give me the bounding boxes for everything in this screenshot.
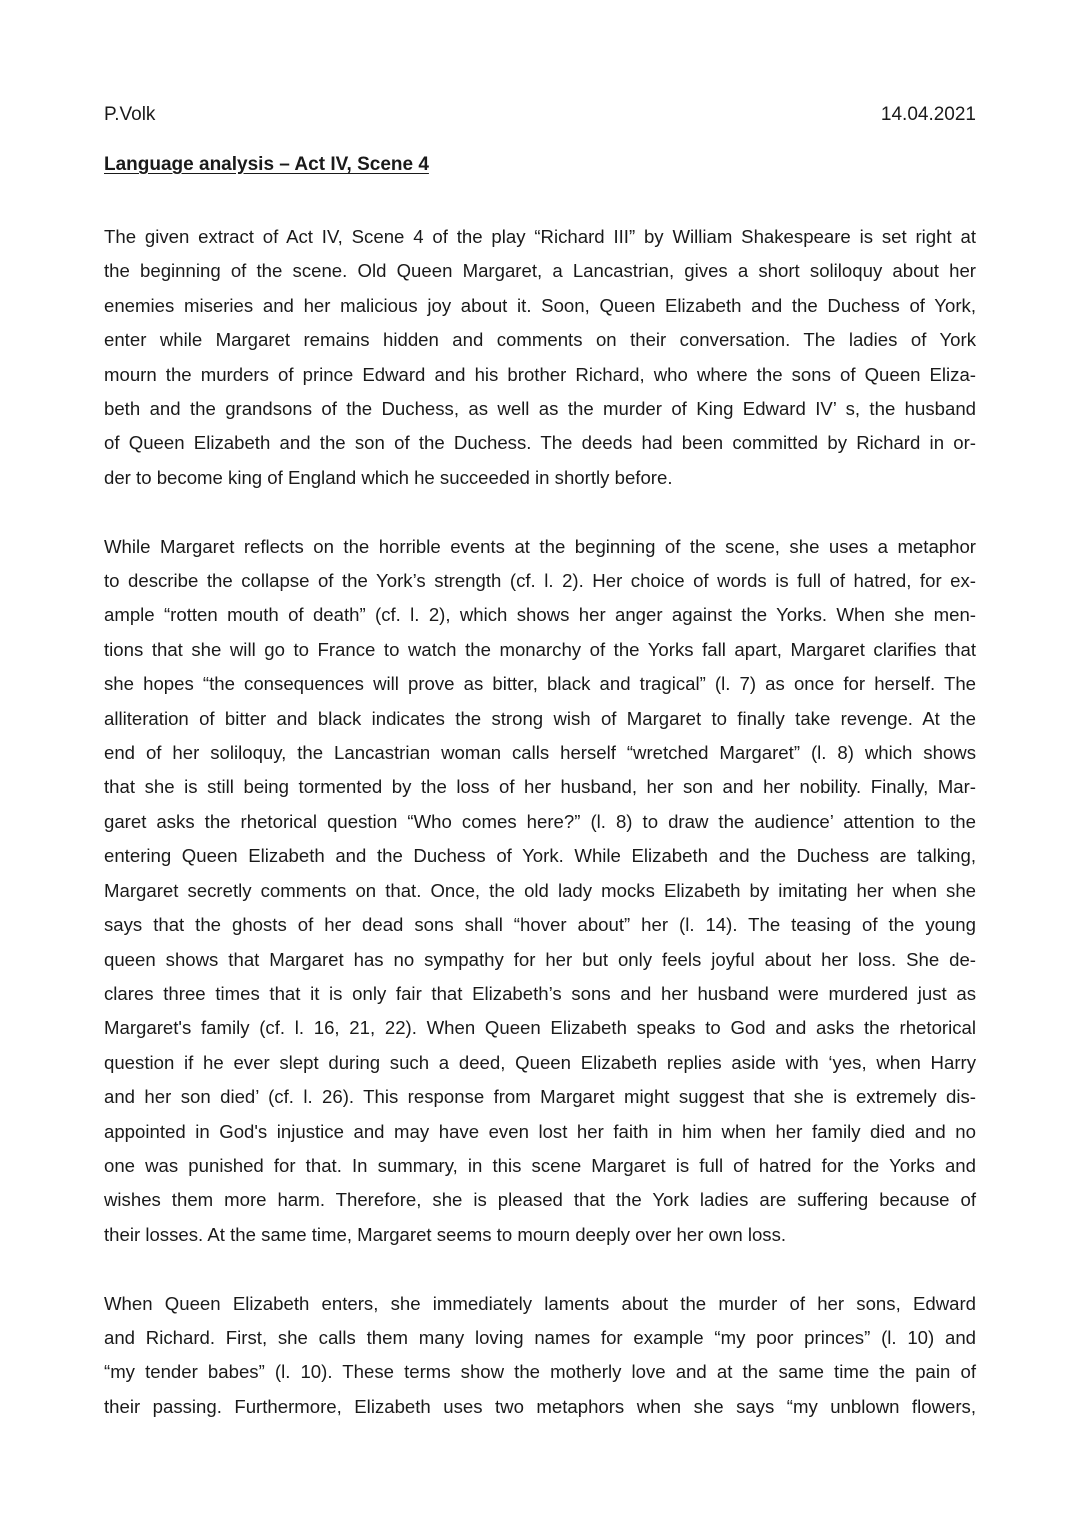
text-line: she hopes “the consequences will prove as bitter, black and tragical” (l. 7) as once for herself. The (104, 673, 976, 695)
author-name: P.Volk (104, 104, 156, 125)
text-line: ample “rotten mouth of death” (cf. l. 2), which shows her anger against the Yorks. When she men- (104, 604, 976, 626)
text-line: the beginning of the scene. Old Queen Margaret, a Lancastrian, gives a short soliloquy about her (104, 260, 976, 282)
text-line: end of her soliloquy, the Lancastrian woman calls herself “wretched Margaret” (l. 8) which shows (104, 742, 976, 764)
text-line: and her son died’ (cf. l. 26). This response from Margaret might suggest that she is extremely dis- (104, 1086, 976, 1108)
text-line: one was punished for that. In summary, in this scene Margaret is full of hatred for the Yorks and (104, 1154, 976, 1176)
text-line: enemies miseries and her malicious joy about it. Soon, Queen Elizabeth and the Duchess of York, (104, 294, 976, 316)
text-line: clares three times that it is only fair that Elizabeth’s sons and her husband were murdered just as (104, 982, 976, 1004)
text-line: and Richard. First, she calls them many loving names for example “my poor princes” (l. 10) and (104, 1326, 976, 1348)
document-date: 14.04.2021 (880, 104, 976, 125)
text-line: Margaret secretly comments on that. Once, the old lady mocks Elizabeth by imitating her when she (104, 879, 976, 901)
text-line: der to become king of England which he succeeded in shortly before. (104, 466, 673, 488)
document-title: Language analysis – Act IV, Scene 4 (104, 154, 429, 175)
text-line: enter while Margaret remains hidden and comments on their conversation. The ladies of York (104, 329, 976, 351)
text-line: their passing. Furthermore, Elizabeth uses two metaphors when she says “my unblown flowers, (104, 1395, 976, 1417)
text-line: Margaret's family (cf. l. 16, 21, 22). When Queen Elizabeth speaks to God and asks the rhetorical (104, 1017, 976, 1039)
text-line: appointed in God's injustice and may have even lost her faith in him when her family died and no (104, 1120, 976, 1142)
text-line: garet asks the rhetorical question “Who comes here?” (l. 8) to draw the audience’ attention to the (104, 810, 976, 832)
text-line: question if he ever slept during such a deed, Queen Elizabeth replies aside with ‘yes, when Harry (104, 1051, 976, 1073)
text-line: While Margaret reflects on the horrible events at the beginning of the scene, she uses a metaphor (104, 535, 976, 557)
text-line: mourn the murders of prince Edward and his brother Richard, who where the sons of Queen Eliza- (104, 363, 976, 385)
text-line: The given extract of Act IV, Scene 4 of the play “Richard III” by William Shakespeare is set right at (104, 226, 976, 247)
document-body (104, 220, 976, 1459)
paragraph (104, 220, 976, 495)
text-line: queen shows that Margaret has no sympathy for her but only feels joyful about her loss. She de- (104, 948, 976, 970)
document-header (104, 104, 976, 130)
text-line: tions that she will go to France to watch the monarchy of the Yorks fall apart, Margaret clarifies that (104, 638, 976, 660)
text-line: “my tender babes” (l. 10). These terms show the motherly love and at the same time the pain of (104, 1361, 976, 1383)
paragraph (104, 530, 976, 1253)
paragraph (104, 1287, 976, 1425)
text-line: wishes them more harm. Therefore, she is pleased that the York ladies are suffering because of (104, 1189, 976, 1211)
text-line: that she is still being tormented by the loss of her husband, her son and her nobility. Finally, Mar- (104, 776, 976, 798)
text-line: to describe the collapse of the York’s strength (cf. l. 2). Her choice of words is full of hatred, for ex- (104, 570, 976, 592)
text-line: entering Queen Elizabeth and the Duchess of York. While Elizabeth and the Duchess are talking, (104, 845, 976, 867)
text-line: of Queen Elizabeth and the son of the Duchess. The deeds had been committed by Richard in or- (104, 432, 976, 454)
text-line: says that the ghosts of her dead sons shall “hover about” her (l. 14). The teasing of the young (104, 914, 976, 936)
text-line: beth and the grandsons of the Duchess, as well as the murder of King Edward IV’ s, the husband (104, 398, 976, 420)
text-line: their losses. At the same time, Margaret seems to mourn deeply over her own loss. (104, 1223, 787, 1245)
text-line: When Queen Elizabeth enters, she immediately laments about the murder of her sons, Edward (104, 1292, 976, 1314)
text-line: alliteration of bitter and black indicates the strong wish of Margaret to finally take revenge. At the (104, 707, 976, 729)
